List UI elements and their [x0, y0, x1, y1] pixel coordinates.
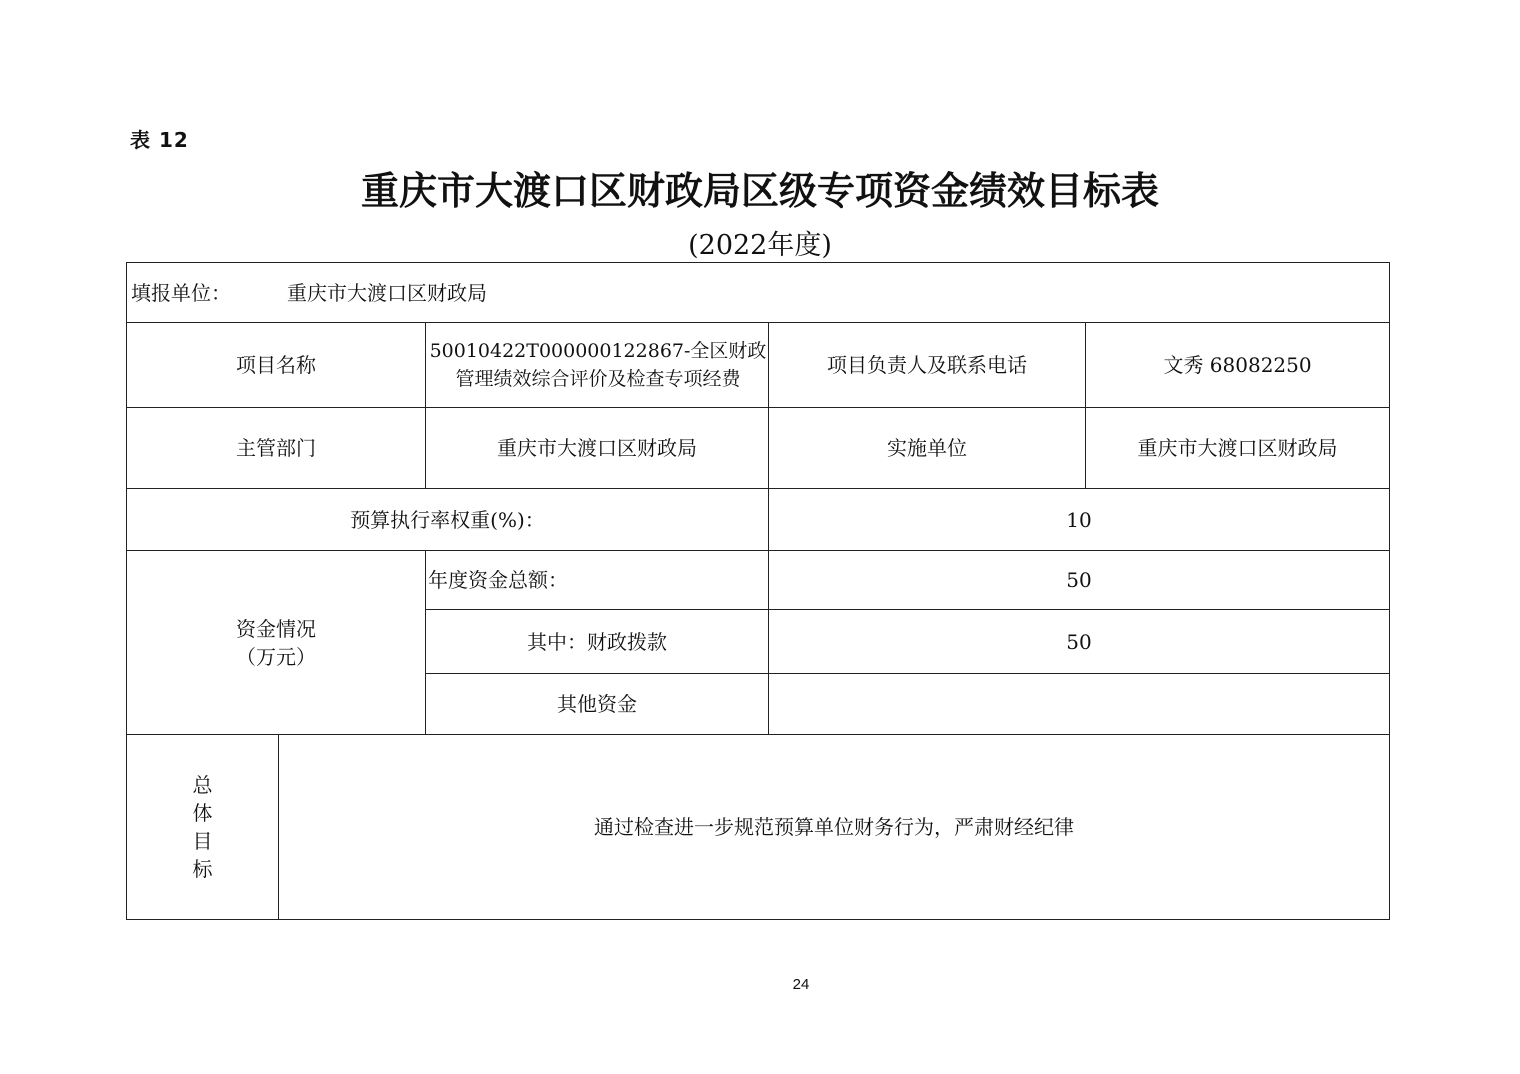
contact-label: 项目负责人及联系电话	[769, 323, 1086, 408]
goal-label: 总体目标	[192, 773, 213, 881]
other-funds-label: 其他资金	[426, 674, 769, 735]
table-row	[127, 489, 1390, 551]
table-row	[127, 263, 1390, 323]
project-name-label: 项目名称	[127, 323, 426, 408]
dept-label: 主管部门	[127, 408, 426, 489]
table-number-label: 表 12	[130, 128, 189, 152]
goal-label-cell	[127, 735, 279, 920]
impl-label: 实施单位	[769, 408, 1086, 489]
dept-value: 重庆市大渡口区财政局	[426, 408, 769, 489]
table-row	[127, 408, 1390, 489]
budget-weight-value: 10	[769, 489, 1390, 551]
filler-value: 重庆市大渡口区财政局	[287, 280, 487, 305]
other-funds-value	[769, 674, 1390, 735]
budget-weight-label: 预算执行率权重(%)：	[127, 489, 769, 551]
table-row	[127, 735, 1390, 920]
project-name-value: 50010422T000000122867-全区财政管理绩效综合评价及检查专项经费	[426, 323, 769, 408]
page-number: 24	[792, 976, 810, 993]
fiscal-value: 50	[769, 610, 1390, 674]
annual-total-value: 50	[769, 551, 1390, 610]
document-year: (2022年度)	[688, 230, 832, 261]
filler-row	[127, 263, 1390, 323]
fiscal-label: 其中：财政拨款	[426, 610, 769, 674]
funds-label-cell	[127, 551, 426, 735]
table-row	[127, 551, 1390, 610]
funds-label: 资金情况	[236, 616, 316, 641]
document-title: 重庆市大渡口区财政局区级专项资金绩效目标表	[360, 169, 1159, 213]
annual-total-label: 年度资金总额：	[426, 551, 769, 610]
goal-value: 通过检查进一步规范预算单位财务行为，严肃财经纪律	[279, 735, 1390, 920]
impl-value: 重庆市大渡口区财政局	[1086, 408, 1390, 489]
filler-label: 填报单位：	[131, 280, 231, 305]
performance-target-table	[126, 262, 1390, 920]
table-row	[127, 323, 1390, 408]
contact-value: 文秀 68082250	[1086, 323, 1390, 408]
funds-unit: （万元）	[236, 644, 316, 669]
